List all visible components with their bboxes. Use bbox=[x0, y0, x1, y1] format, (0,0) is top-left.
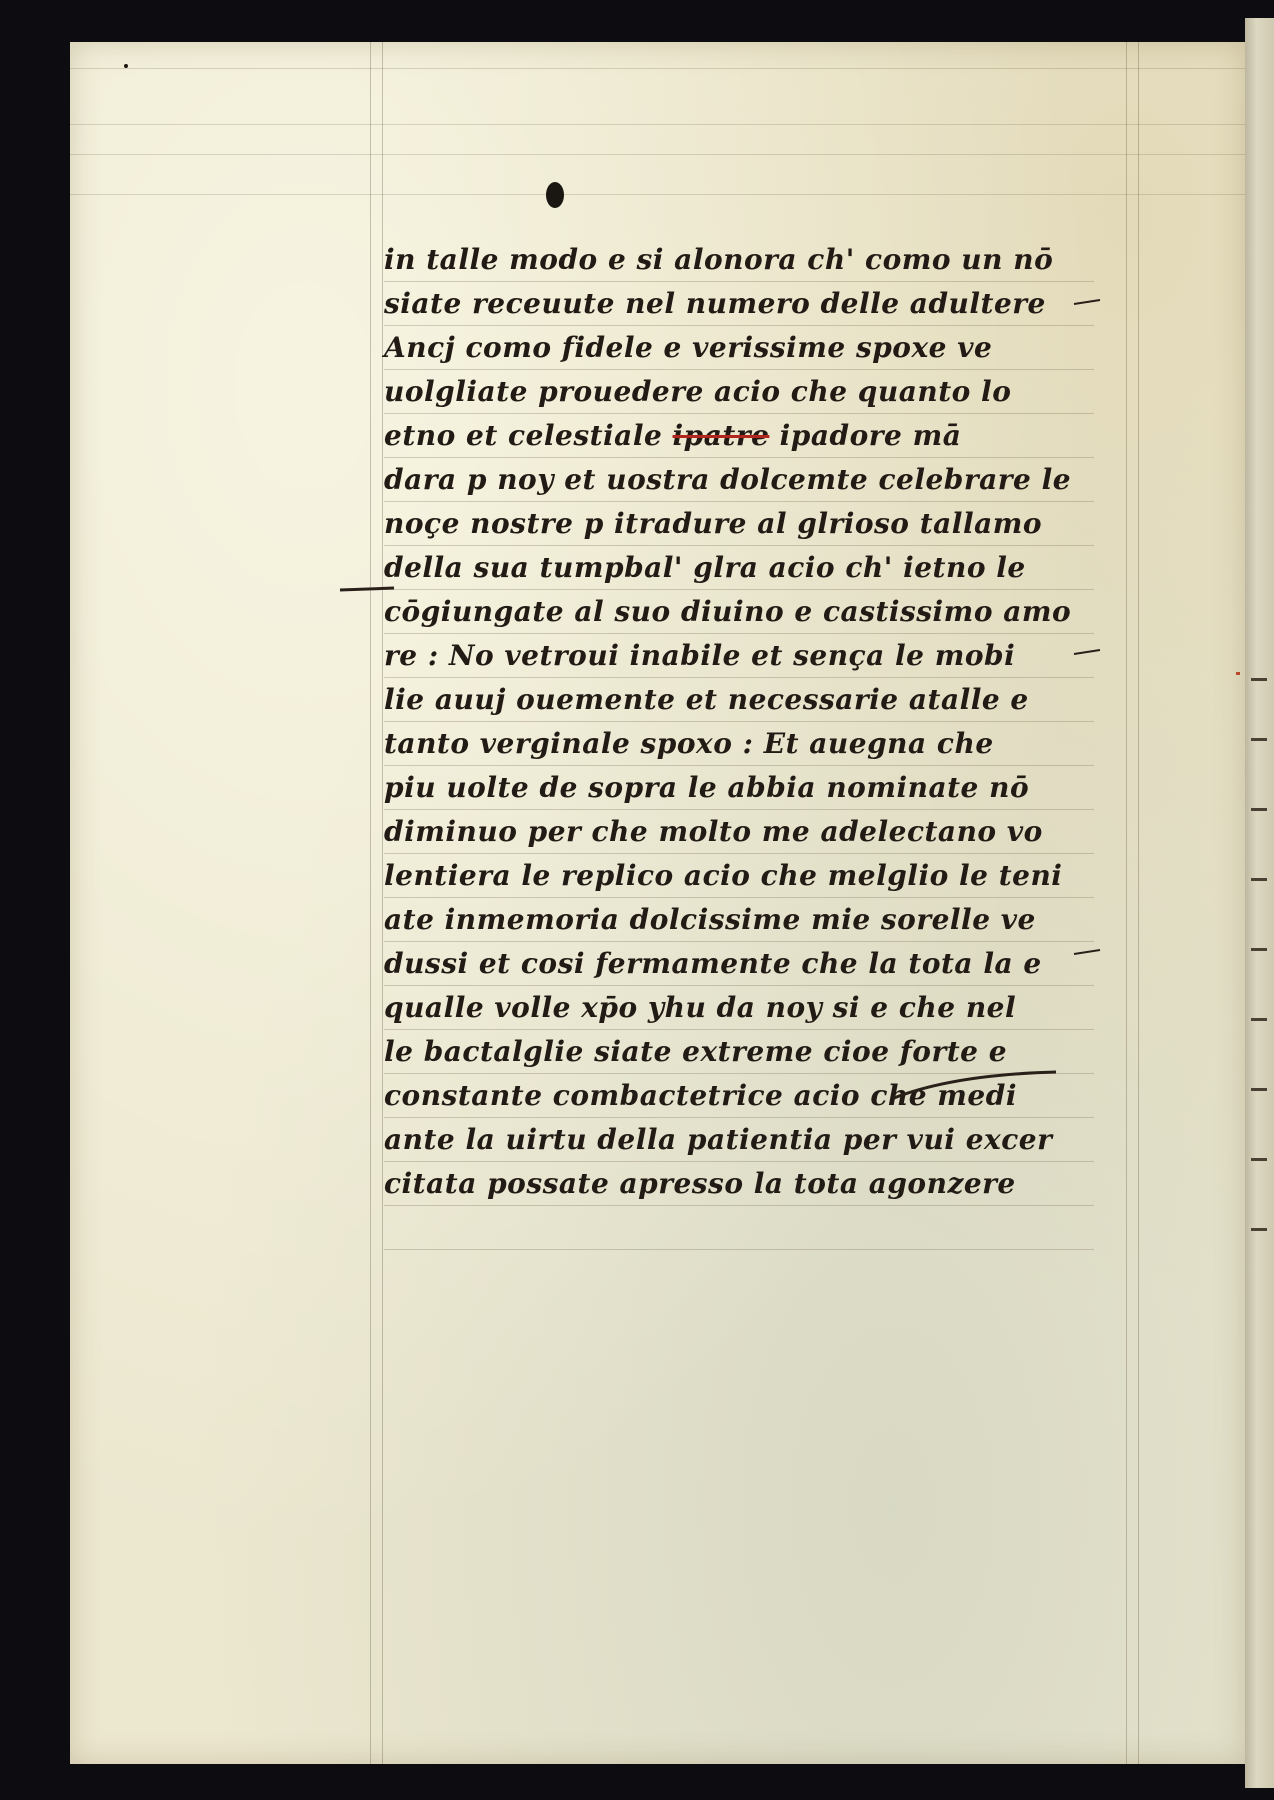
text-line bbox=[384, 1206, 1094, 1250]
manuscript-page bbox=[70, 42, 1245, 1764]
text-line: piu uolte de sopra le abbia nominate nō bbox=[384, 766, 1094, 810]
text-segment: etno et celestiale bbox=[384, 419, 663, 452]
text-line: le bactalglie siate extreme cioe forte e bbox=[384, 1030, 1094, 1074]
ruling-line-right-inner bbox=[1126, 42, 1127, 1764]
text-segment: ipadore mā bbox=[779, 419, 962, 452]
text-line: diminuo per che molto me adelectano vo bbox=[384, 810, 1094, 854]
text-line: dussi et cosi fermamente che la tota la e bbox=[384, 942, 1094, 986]
struck-word: ipatre bbox=[672, 419, 770, 452]
ruling-line-top bbox=[70, 68, 1245, 69]
text-line: re : No vetroui inabile et sença le mobi bbox=[384, 634, 1094, 678]
text-line: siate receuute nel numero delle adultere bbox=[384, 282, 1094, 326]
facing-text-fragment bbox=[1251, 1228, 1267, 1231]
ink-blot bbox=[546, 182, 564, 208]
text-line: citata possate apresso la tota agonzere bbox=[384, 1162, 1094, 1206]
text-line: ante la uirtu della patientia per vui excer bbox=[384, 1118, 1094, 1162]
facing-text-fragment bbox=[1251, 678, 1267, 681]
text-line: tanto verginale spoxo : Et auegna che bbox=[384, 722, 1094, 766]
facing-page-edge bbox=[1245, 18, 1274, 1788]
ink-dot bbox=[124, 64, 128, 68]
facing-text-fragment bbox=[1251, 808, 1267, 811]
text-line: uolgliate prouedere acio che quanto lo bbox=[384, 370, 1094, 414]
text-line: ate inmemoria dolcissime mie sorelle ve bbox=[384, 898, 1094, 942]
ruling-line-right bbox=[1138, 42, 1139, 1764]
catchword-flourish bbox=[890, 1064, 1060, 1104]
text-line: dara p noy et uostra dolcemte celebrare le bbox=[384, 458, 1094, 502]
ruling-line-left-inner bbox=[382, 42, 383, 1764]
text-line-with-correction bbox=[384, 414, 1094, 458]
ruling-line-top-2 bbox=[70, 124, 1245, 125]
red-margin-mark bbox=[1236, 672, 1240, 675]
text-line: della sua tumpbal' glra acio ch' ietno le bbox=[384, 546, 1094, 590]
facing-text-fragment bbox=[1251, 1018, 1267, 1021]
text-line: lentiera le replico acio che melglio le teni bbox=[384, 854, 1094, 898]
text-line: qualle volle xp̄o yhu da noy si e che nel bbox=[384, 986, 1094, 1030]
text-line: Ancj como fidele e verissime spoxe ve bbox=[384, 326, 1094, 370]
ruling-line-left bbox=[370, 42, 371, 1764]
facing-text-fragment bbox=[1251, 1088, 1267, 1091]
margin-dash-mark bbox=[338, 582, 398, 596]
margin-hyphen-marks bbox=[1070, 264, 1110, 964]
facing-text-fragment bbox=[1251, 1158, 1267, 1161]
text-line: cōgiungate al suo diuino e castissimo amo bbox=[384, 590, 1094, 634]
facing-text-fragment bbox=[1251, 948, 1267, 951]
text-line: in talle modo e si alonora ch' como un nō bbox=[384, 238, 1094, 282]
text-line: noçe nostre p itradure al glrioso tallamo bbox=[384, 502, 1094, 546]
text-line: constante combactetrice acio che medi bbox=[384, 1074, 1094, 1118]
facing-text-fragment bbox=[1251, 738, 1267, 741]
facing-text-fragment bbox=[1251, 878, 1267, 881]
text-line: lie auuj ouemente et necessarie atalle e bbox=[384, 678, 1094, 722]
ruling-line-top-4 bbox=[70, 194, 1245, 195]
ruling-line-top-3 bbox=[70, 154, 1245, 155]
